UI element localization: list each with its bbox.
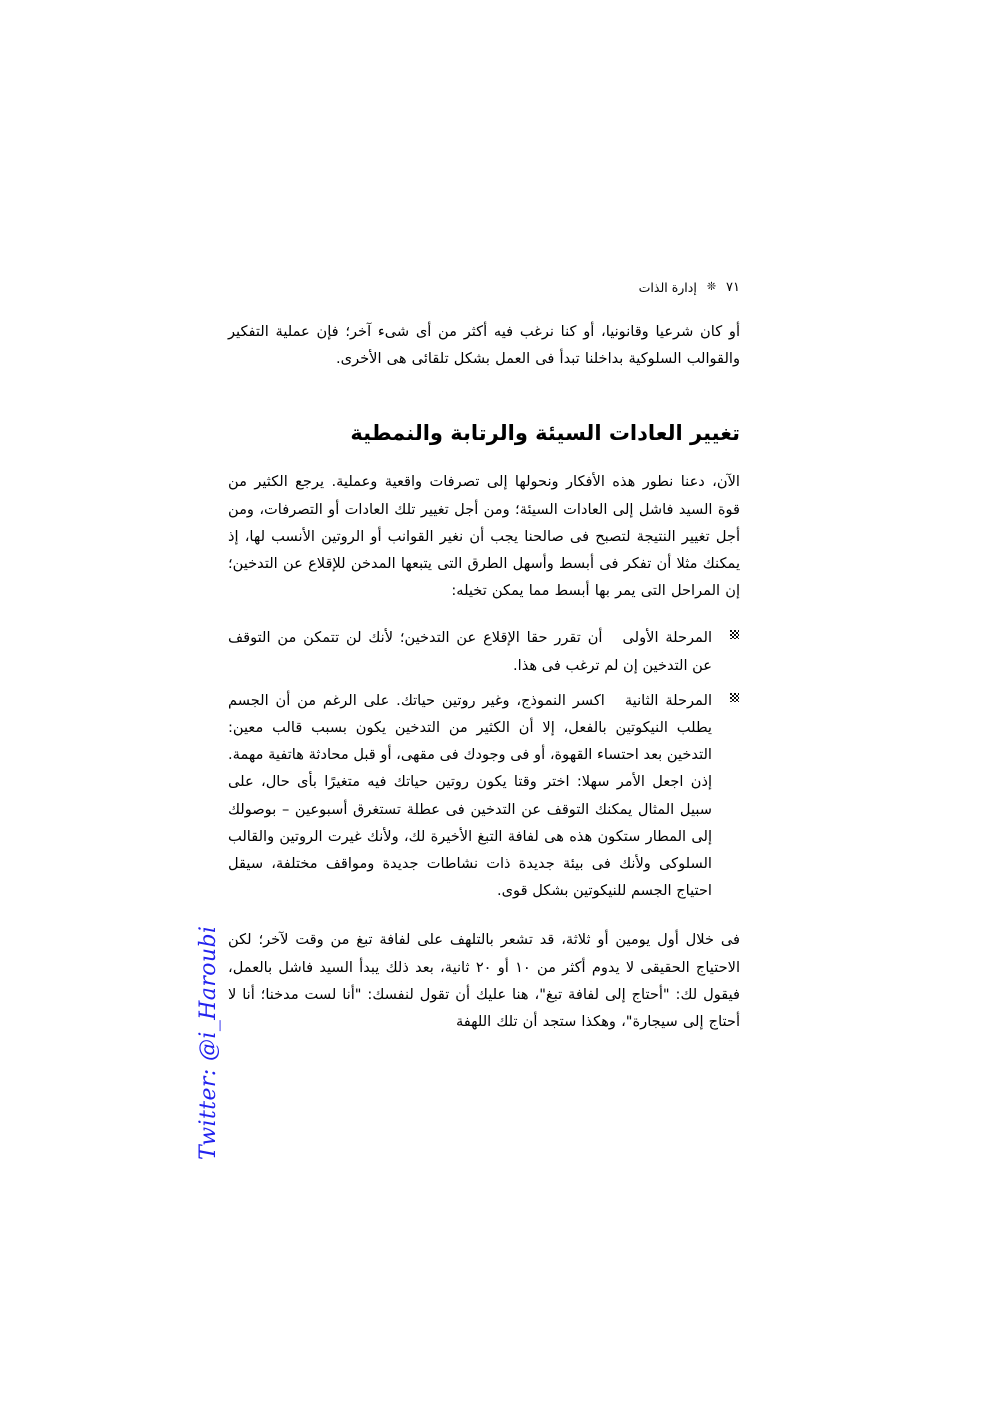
ornament-icon: ❊ — [706, 279, 717, 293]
lead-paragraph: الآن، دعنا نطور هذه الأفكار ونحولها إلى تصرفات واقعية وعملية. يرجع الكثير من قوة السيد فاشل إلى العادات السيئة؛ ومن أجل تغيير تلك العادات أو التصرفات، ومن أجل تغيير النتيجة لتصبح فى صالحنا يجب أن نغير القوانب أو الروتين الأنسب لها، إذ يمكنك مثلا أن تفكر فى أبسط وأسهل الطرق التى يتبعها المدخن للإقلاع عن التدخين؛ إن المراحل التى يمر بها أبسط مما يمكن تخيله: — [228, 473, 740, 600]
stage-text: اكسر النموذج، وغير روتين حياتك. على الرغم من أن الجسم يطلب النيكوتين بالفعل، إلا أن الكثير من التدخين يكون بسبب قالب معين: التدخين بعد احتساء القهوة، أو فى وجودك فى مقهى، أو قبل محادثة هاتفية مهمة. إذن اجعل الأمر سهلا: اختر وقتا يكون روتين حياتك فيه متغيرًا بأى حال، على سبيل المثال يمكنك التوقف عن التدخين فى عطلة تستغرق أسبوعين – بوصولك إلى المطار ستكون هذه هى لفافة التبغ الأخيرة لك، ولأنك غيرت الروتين والقالب السلوكى ولأنك فى بيئة جديدة ذات نشاطات جديدة ومواقف مختلفة، سيقل احتياج الجسم للنيكوتين بشكل قوى. — [228, 691, 712, 900]
stage-text: أن تقرر حقا الإقلاع عن التدخين؛ لأنك لن تتمكن من التوقف عن التدخين إن لم ترغب فى هذا. — [228, 629, 712, 674]
spacer — [228, 448, 740, 468]
running-head-title: إدارة الذات — [638, 279, 697, 295]
text-column — [228, 318, 740, 1035]
list-item — [228, 624, 740, 678]
stage-list — [228, 624, 740, 904]
page-folio-number: ٧١ — [726, 279, 740, 295]
spacer — [228, 604, 740, 624]
closing-paragraph: فى خلال أول يومين أو ثلاثة، قد تشعر بالتلهف على لفافة تبغ من وقت لآخر؛ لكن الاحتياج الحقيقى لا يدوم أكثر من ١٠ أو ٢٠ ثانية، بعد ذلك يبدأ السيد فاشل بالعمل، فيقول لك: "أحتاج إلى لفافة تبغ"، هنا عليك أن تقول لنفسك: "أنا لست مدخنا؛ أنا لا أحتاج إلى سيجارة"، وهكذا ستجد أن تلك اللهفة — [228, 931, 740, 1031]
stage-label: المرحلة الأولى — [622, 629, 712, 647]
square-bullet-icon — [730, 630, 739, 639]
intro-paragraph: أو كان شرعيا وقانونيا، أو كنا نرغب فيه أكثر من أى شىء آخر؛ فإن عملية التفكير والقوالب السلوكية بداخلنا تبدأ فى العمل بشكل تلقائى هى الأخرى. — [228, 323, 740, 368]
square-bullet-icon — [730, 693, 739, 702]
watermark-twitter-handle: Twitter: @i_Haroubi — [196, 925, 221, 1160]
running-head — [252, 276, 740, 298]
spacer — [228, 372, 740, 418]
section-heading: تغيير العادات السيئة والرتابة والنمطية — [350, 421, 740, 446]
stage-label: المرحلة الثانية — [624, 691, 712, 709]
spacer — [228, 904, 740, 926]
list-item — [228, 687, 740, 905]
